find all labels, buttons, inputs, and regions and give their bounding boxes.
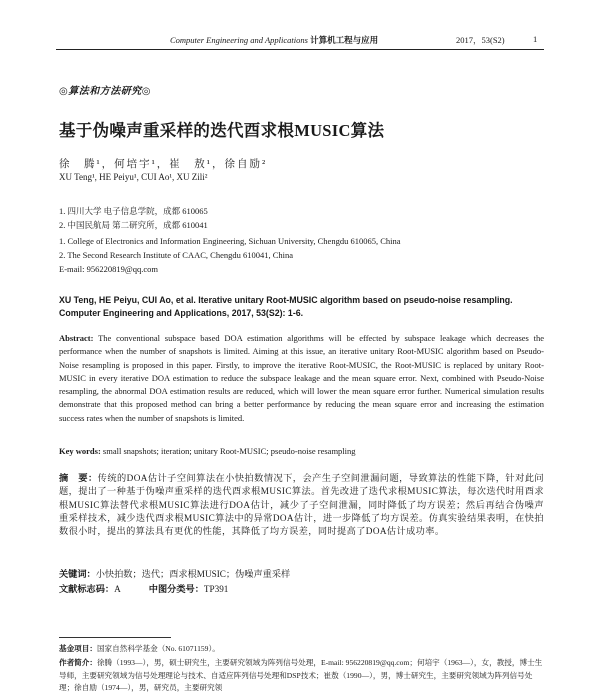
affiliation-en-2: 2. The Second Research Institute of CAAC, Chengdu 610041, China xyxy=(59,250,294,260)
doc-code-label: 文献标志码： xyxy=(59,584,115,594)
affiliation-cn-2: 2. 中国民航局 第二研究所，成都 610041 xyxy=(59,220,208,230)
journal-name: Computer Engineering and Applications xyxy=(170,35,308,45)
abstract-cn-text: 传统的DOA估计子空间算法在小快拍数情况下，会产生子空间泄漏问题，导致算法的性能下降，针对此问题，提出了一种基于伪噪声重采样的迭代酉求根MUSIC算法。首先改进了迭代求根MUSIC算法，每次迭代时用酉求根MUSIC算法替代求根MUSIC算法进行DOA估计，减少了子空间泄漏，同时降低了均方误差；然后再结合伪噪声重采样技术，减少迭代酉求根MUSIC算法中的异常DOA估计，进一步降低了均方误差。仿真实验结果表明，在快拍数很小时，提出的算法具有更优的性能，其降低了均方误差，同时提高了DOA估计成功率。 xyxy=(59,473,545,537)
section-label: ◎算法和方法研究◎ xyxy=(59,86,151,97)
class-number-value: TP391 xyxy=(203,584,229,594)
doc-info xyxy=(59,581,228,595)
citation: XU Teng, HE Peiyu, CUI Ao, et al. Iterative unitary Root-MUSIC algorithm based on pseudo-noise resampling. Computer Engineering and Applications, 2017, 53(S2): 1-6. xyxy=(59,295,513,318)
header-rule xyxy=(56,49,544,50)
issue-info: 2017，53(S2) xyxy=(456,35,505,45)
doc-code-value: A xyxy=(114,584,121,594)
funding-label: 基金项目： xyxy=(59,644,97,653)
affiliation-cn-1: 1. 四川大学 电子信息学院，成都 610065 xyxy=(59,206,208,216)
bio-label: 作者简介： xyxy=(59,658,97,667)
abstract-label: Abstract: xyxy=(59,333,94,343)
author-bio xyxy=(59,657,544,695)
footnote-rule xyxy=(59,637,171,638)
keywords-label: Key words: xyxy=(59,446,101,456)
abstract-en xyxy=(59,332,544,425)
bio-text: 徐腾（1993—），男，硕士研究生，主要研究领域为阵列信号处理，E-mail: 956220819@qq.com；何培宇（1963—），女，教授，博士生导师，主要研究领域为信号处理理论与技术、自适应阵列信号处理和DSP技术；崔敖（1990—），男，博士研究生，主要研究领域为阵列信号处理；徐自励（1974—），男，研究员，主要研究领 xyxy=(59,658,543,692)
affiliation-en-1: 1. College of Electronics and Information Engineering, Sichuan University, Chengdu 610065, China xyxy=(59,236,401,246)
journal-name-cn: 计算机工程与应用 xyxy=(310,35,379,45)
keywords-cn-text: 小快拍数；迭代；酉求根MUSIC；伪噪声重采样 xyxy=(95,569,291,579)
running-header xyxy=(170,34,378,46)
abstract-cn xyxy=(59,472,544,538)
funding-note xyxy=(59,643,544,656)
page-number: 1 xyxy=(533,34,538,44)
keywords-en xyxy=(59,446,544,456)
authors-en: XU Teng¹, HE Peiyu¹, CUI Ao¹, XU Zili² xyxy=(59,172,208,182)
class-number-label: 中图分类号： xyxy=(148,584,204,594)
abstract-text: The conventional subspace based DOA estimation algorithms will be effected by subspace leakage which decreases the performance when the number of snapshots is limited. Aiming at this issue, an iterative unitary Root-MUSIC algorithm based on Pseudo-Noise resampling is proposed in this paper. Firstly, to improve the iterative Root-MUSIC, the Root-MUSIC is replaced by unitary Root-MUSIC in every iterative DOA estimation to reduce the subspace leakage and the mean square error. Next, combined with Pseudo-Noise resampling, the abnormal DOA estimation results are reduced, which will lower the mean square error further. Numerical simulation results demonstrate that this proposed method can bring a better performance by reducing the mean square error and increasing the estimation success rates when the number of snapshots is limited. xyxy=(59,333,544,423)
keywords-cn xyxy=(59,566,290,580)
paper-title: 基于伪噪声重采样的迭代酉求根MUSIC算法 xyxy=(59,121,385,140)
funding-text: 国家自然科学基金（No. 61071159）。 xyxy=(96,644,220,653)
abstract-cn-label: 摘 要： xyxy=(59,473,98,483)
authors-cn: 徐 腾¹，何培宇¹，崔 敖¹，徐自励² xyxy=(59,159,268,170)
keywords-text: small snapshots; iteration; unitary Root-MUSIC; pseudo-noise resampling xyxy=(102,446,356,456)
author-email: E-mail: 956220819@qq.com xyxy=(59,264,158,274)
keywords-cn-label: 关键词： xyxy=(59,569,96,579)
